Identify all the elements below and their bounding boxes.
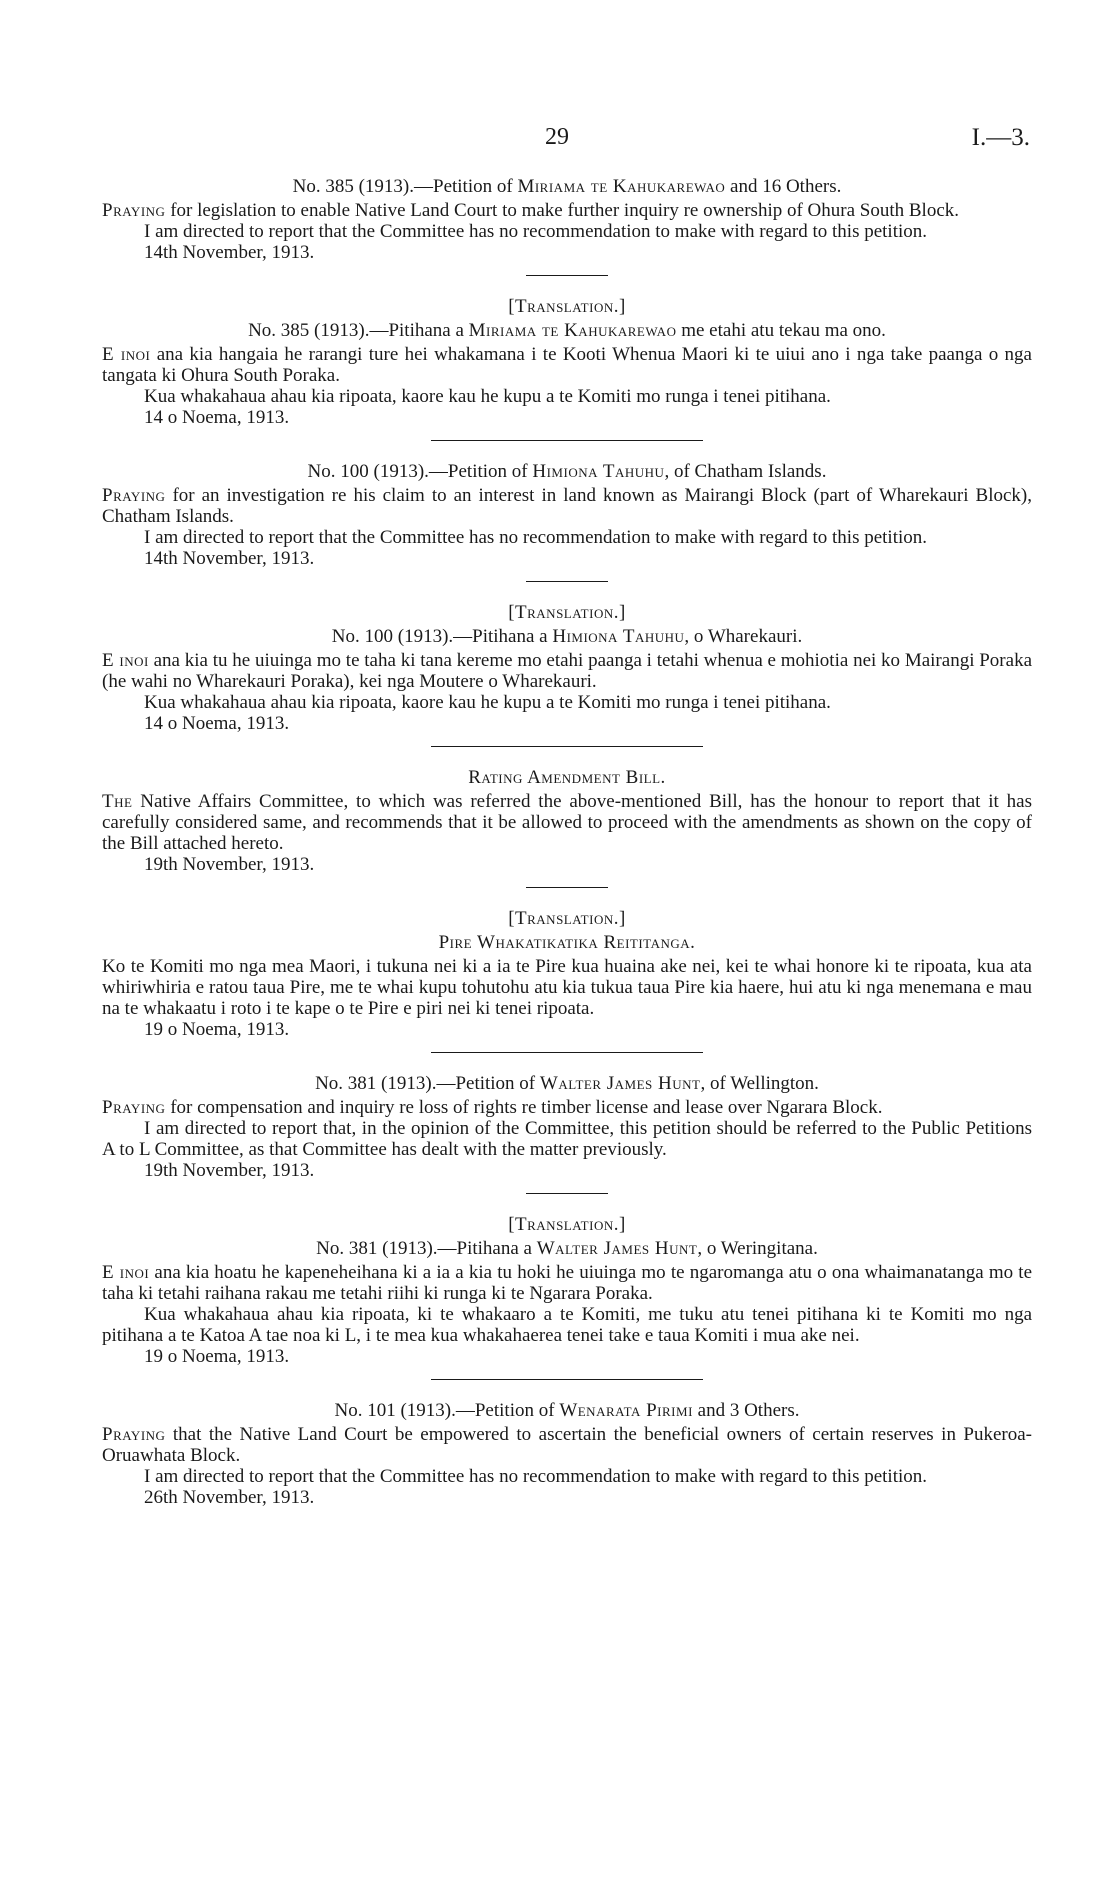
paragraph-text: for compensation and inquiry re loss of rights re timber license and lease over Ngarara Block. [165,1097,883,1118]
entry-title [102,320,1032,341]
entry-date: 14 o Noema, 1913. [144,713,290,734]
paragraph-text: ana kia hangaia he rarangi ture hei whakamana i te Kooti Whenua Maori ki te uiui ano i nga take paanga o nga tangata ki Ohura South Poraka. [102,344,1032,386]
entry-report: I am directed to report that the Committee has no recommendation to make with regard to this petition. [144,1466,928,1487]
entry-paragraph [102,200,1032,221]
entry-report: Kua whakahaua ahau kia ripoata, kaore kau he kupu a te Komiti mo runga i tenei pitihana. [144,692,831,713]
long-divider [431,746,703,747]
entry-title: Pire Whakatikatika Reititanga. [438,932,696,953]
entry-title [102,176,1032,197]
title-suffix: and 16 Others. [725,176,842,197]
petitioner-name: Walter James Hunt [536,1238,698,1259]
entry-title: Rating Amendment Bill. [468,767,666,788]
lead-word: E inoi [102,344,151,365]
title-prefix: No. 100 (1913).—Petition of [307,461,533,482]
paragraph-text: Native Affairs Committee, to which was referred the above-mentioned Bill, has the honour to report that it has carefully considered same, and recommends that it be allowed to proceed with the amendments as shown on the copy of the Bill attached hereto. [102,791,1032,854]
entry-date: 19th November, 1913. [144,854,315,875]
entry-date: 26th November, 1913. [144,1487,315,1508]
petitioner-name: Himiona Tahuhu [552,626,685,647]
short-divider [526,1193,608,1194]
short-divider [526,581,608,582]
title-prefix: No. 381 (1913).—Petition of [315,1073,540,1094]
entry-paragraph [102,791,1032,854]
lead-word: E inoi [102,650,149,671]
title-suffix: , o Weringitana. [697,1238,818,1259]
petition-385-translation [102,296,1032,428]
title-prefix: No. 100 (1913).—Pitihana a [331,626,553,647]
entry-paragraph [102,1424,1032,1466]
petitioner-name: Wenarata Pirimi [559,1400,693,1421]
entry-report: I am directed to report that the Committee has no recommendation to make with regard to this petition. [144,221,928,242]
petitioner-name: Miriama te Kahukarewao [517,176,726,197]
page-reference: I.—3. [971,124,1030,151]
petition-100-english [102,461,1032,569]
title-suffix: and 3 Others. [692,1400,800,1421]
petition-101-english [102,1400,1032,1508]
petition-385-english [102,176,1032,263]
paragraph-text: ana kia tu he uiuinga mo te taha ki tana kereme mo etahi paanga i tetahi whenua e mohiotia nei ko Mairangi Poraka (he wahi no Wharekauri Poraka), kei nga Moutere o Wharekauri. [102,650,1033,692]
entry-paragraph [102,344,1032,386]
petitioner-name: Miriama te Kahukarewao [468,320,677,341]
document-body [102,176,1032,1508]
rating-amendment-bill-translation [102,908,1032,1040]
paragraph-text: for an investigation re his claim to an interest in land known as Mairangi Block (part of Wharekauri Block), Chatham Islands. [102,485,1032,527]
rating-amendment-bill-english [102,767,1032,875]
entry-paragraph [102,650,1032,692]
entry-title [102,626,1032,647]
entry-report: I am directed to report that the Committee has no recommendation to make with regard to this petition. [144,527,928,548]
title-suffix: , of Chatham Islands. [664,461,827,482]
paragraph-text: for legislation to enable Native Land Court to make further inquiry re ownership of Ohura South Block. [165,200,960,221]
lead-word: Praying [102,1424,166,1445]
title-prefix: No. 381 (1913).—Pitihana a [316,1238,537,1259]
short-divider [526,887,608,888]
entry-date: 14th November, 1913. [144,548,315,569]
long-divider [431,1379,703,1380]
paragraph-text: ana kia hoatu he kapeneheihana ki a ia a kia tu hoki he uiuinga mo te ngaromanga atu o ona whaimanatanga mo te taha ki tetahi raihana rakau me tetahi riihi ki runga ki te Ngarara Poraka. [102,1262,1033,1304]
entry-date: 19th November, 1913. [144,1160,315,1181]
entry-report: Kua whakahaua ahau kia ripoata, kaore kau he kupu a te Komiti mo runga i tenei pitihana. [144,386,831,407]
entry-date: 19 o Noema, 1913. [144,1019,290,1040]
entry-title [102,461,1032,482]
petition-381-translation [102,1214,1032,1367]
entry-title [102,1400,1032,1421]
entry-title [102,1238,1032,1259]
entry-date: 14th November, 1913. [144,242,315,263]
petitioner-name: Himiona Tahuhu [532,461,665,482]
title-prefix: No. 101 (1913).—Petition of [334,1400,560,1421]
entry-paragraph: Ko te Komiti mo nga mea Maori, i tukuna nei ki a ia te Pire kua huaina ake nei, kei te whai honore ki te ripoata, kua ata whiriwhiria e ratou taua Pire, me te whai kupu tohutohu atu kia tukua taua Pire kia haere, hui atu ki nga menemana e mau na te whakaatu i roto i te kape o te Pire e piri nei ki tenei ripoata. [102,956,1032,1019]
translation-label: [Translation.] [508,908,626,929]
lead-word: Praying [102,1097,166,1118]
short-divider [526,275,608,276]
title-prefix: No. 385 (1913).—Petition of [292,176,518,197]
title-prefix: No. 385 (1913).—Pitihana a [248,320,469,341]
lead-word: The [102,791,133,812]
entry-date: 19 o Noema, 1913. [144,1346,290,1367]
translation-label: [Translation.] [508,602,626,623]
title-suffix: me etahi atu tekau ma ono. [676,320,886,341]
translation-label: [Translation.] [508,296,626,317]
page-number: 29 [545,124,569,150]
entry-report: Kua whakahaua ahau kia ripoata, ki te whakaaro a te Komiti, me tuku atu tenei pitihana ki te Komiti mo nga pitihana a te Katoa A tae noa ki L, i te mea kua whakahaerea tenei take e taua Komiti i mua ake nei. [102,1304,1032,1346]
long-divider [431,440,703,441]
petition-100-translation [102,602,1032,734]
petition-381-english [102,1073,1032,1181]
lead-word: Praying [102,485,166,506]
lead-word: Praying [102,200,166,221]
entry-title [102,1073,1032,1094]
petitioner-name: Walter James Hunt [539,1073,701,1094]
entry-report: I am directed to report that, in the opinion of the Committee, this petition should be referred to the Public Petitions A to L Committee, as that Committee has dealt with the matter previously. [102,1118,1032,1160]
entry-paragraph [102,485,1032,527]
long-divider [431,1052,703,1053]
entry-date: 14 o Noema, 1913. [144,407,290,428]
title-suffix: , of Wellington. [700,1073,819,1094]
lead-word: E inoi [102,1262,150,1283]
title-suffix: , o Wharekauri. [684,626,803,647]
entry-paragraph [102,1097,1032,1118]
entry-paragraph [102,1262,1032,1304]
paragraph-text: that the Native Land Court be empowered to ascertain the beneficial owners of certain reserves in Pukeroa-Oruawhata Block. [102,1424,1032,1466]
translation-label: [Translation.] [508,1214,626,1235]
